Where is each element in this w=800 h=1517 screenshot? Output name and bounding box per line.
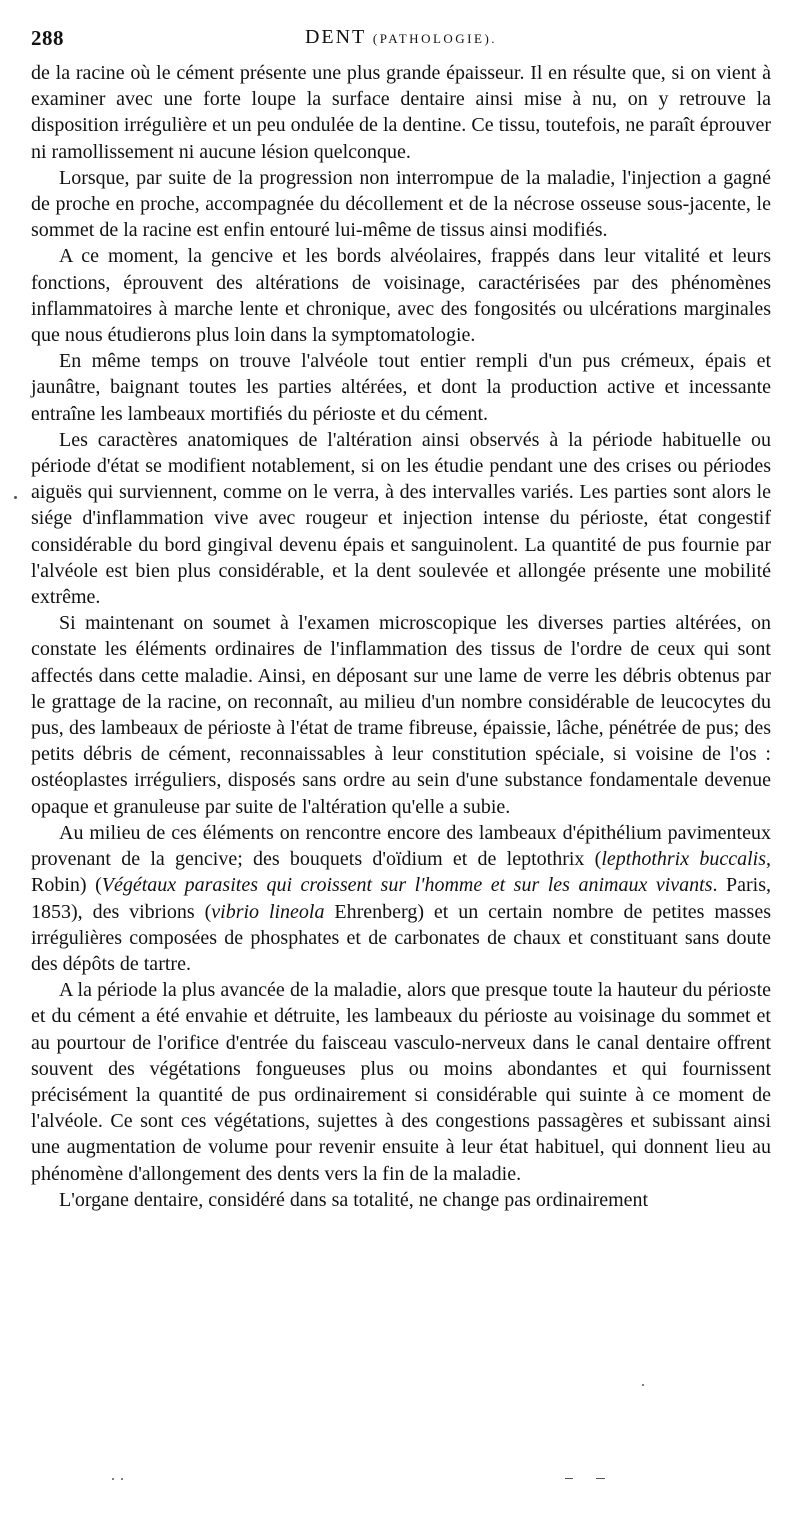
text-run: Lorsque, par suite de la progression non interrompue de la maladie, l'injection a gagné de proche en proche, accompagnée du décollement et de la nécrose osseuse sous-jacente, le sommet de la racine est enfin entouré lui-même de tissus ainsi modifiés. [31,166,771,242]
scan-speck [14,496,17,499]
text-run: , Robin) ( [31,848,771,897]
text-run: de la racine où le cément présente une plus grande épaisseur. Il en résulte que, si on vient à examiner avec une forte loupe la surface dentaire ainsi mise à nu, on y retrouve la disposition irrégulière et un peu ondulée de la dentine. Ce tissu, toutefois, ne paraît éprouver ni ramollissement ni aucune lésion quelconque. [31,62,771,163]
italic-text: vibrio lineola [211,900,325,923]
paragraph [31,820,771,977]
paragraph [31,977,771,1187]
italic-text: Végétaux parasites qui croissent sur l'homme et sur les animaux vivants [101,874,713,897]
paragraph [31,427,771,610]
running-title [31,26,771,49]
italic-text: lepthothrix buccalis [601,848,766,871]
paragraph [31,1187,771,1213]
text-run: Ehrenberg) et un certain nombre de petites masses irrégulières composées de phosphates et de carbonates de chaux et constituant sans doute des dépôts de tartre. [31,900,772,975]
text-run: En même temps on trouve l'alvéole tout entier rempli d'un pus crémeux, épais et jaunâtre, baignant toutes les parties altérées, et dont la production active et incessante entraîne les lambeaux mortifiés du périoste et du cément. [31,350,771,425]
text-run: A ce moment, la gencive et les bords alvéolaires, frappés dans leur vitalité et leurs fonctions, éprouvent des altérations de voisinage, caractérisées par des phénomènes inflammatoires à marche lente et chronique, avec des fongosités ou ulcérations marginales que nous étudierons plus loin dans la symptomatologie. [31,245,771,347]
scan-speck [642,1384,644,1386]
text-run: Si maintenant on soumet à l'examen microscopique les diverses parties altérées, on constate les éléments ordinaires de l'inflammation des tissus de l'ordre de ceux qui sont affectés dans cette maladie. Ainsi, en déposant sur une lame de verre les débris obtenus par le grattage de la racine, on reconnaît, au milieu d'un nombre considérable de leucocytes du pus, des lambeaux de périoste à l'état de trame fibreuse, épaissie, lâche, pénétrée de pus; des petits débris de cément, reconnaissables à leur constitution spéciale, si voisine de l'os : ostéoplastes irréguliers, disposés sans ordre au sein d'une substance fondamentale devenue opaque et granuleuse par suite de l'altération qu'elle a subie. [31,612,771,818]
paragraph [31,60,771,165]
text-run: L'organe dentaire, considéré dans sa totalité, ne change pas ordinairement [59,1188,649,1211]
body-text [31,60,771,1213]
scan-speck [565,1478,573,1479]
running-title-sub: (PATHOLOGIE). [372,31,498,46]
scan-speck [596,1478,605,1479]
page-number: 288 [31,26,64,50]
text-run: Les caractères anatomiques de l'altération ainsi observés à la période habituelle ou période d'état se modifient notablement, si on les étudie pendant une des crises ou périodes aiguës qui surviennent, comme on le verra, à des intervalles variés. Les parties sont alors le siége d'inflammation vive avec rougeur et injection intense du périoste, état congestif considérable du bord gingival devenu épais et sanguinolent. La quantité de pus fournie par l'alvéole est bien plus considérable, et la dent soulevée et allongée présente une mobilité extrême. [31,428,771,609]
running-header [31,26,771,56]
paragraph [31,165,771,244]
text-run: Au milieu de ces éléments on rencontre encore des lambeaux d'épithélium pavimenteux provenant de la gencive; des bouquets d'oïdium et de leptothrix ( [31,821,771,871]
text-run: . Paris, 1853), des vibrions ( [31,874,772,923]
text-run: A la période la plus avancée de la maladie, alors que presque toute la hauteur du périoste et du cément a été envahie et détruite, les lambeaux du périoste au voisinage du sommet et au pourtour de l'orifice d'entrée du faisceau vasculo-nerveux dans le canal dentaire offrent souvent des végétations fongueuses plus ou moins abondantes et qui fournissent précisément la quantité de pus ordinairement si considérable qui suinte à ce moment de l'alvéole. Ce sont ces végétations, sujettes à des congestions passagères et subissant ainsi une augmentation de volume pour revenir ensuite à leur état habituel, qui donnent lieu au phénomène d'allongement des dents vers la fin de la maladie. [31,979,771,1185]
paragraph [31,243,771,348]
scan-speck [121,1478,123,1480]
scan-speck [112,1478,114,1480]
running-title-main: DENT [304,26,366,48]
paragraph [31,348,771,427]
paragraph [31,610,771,820]
